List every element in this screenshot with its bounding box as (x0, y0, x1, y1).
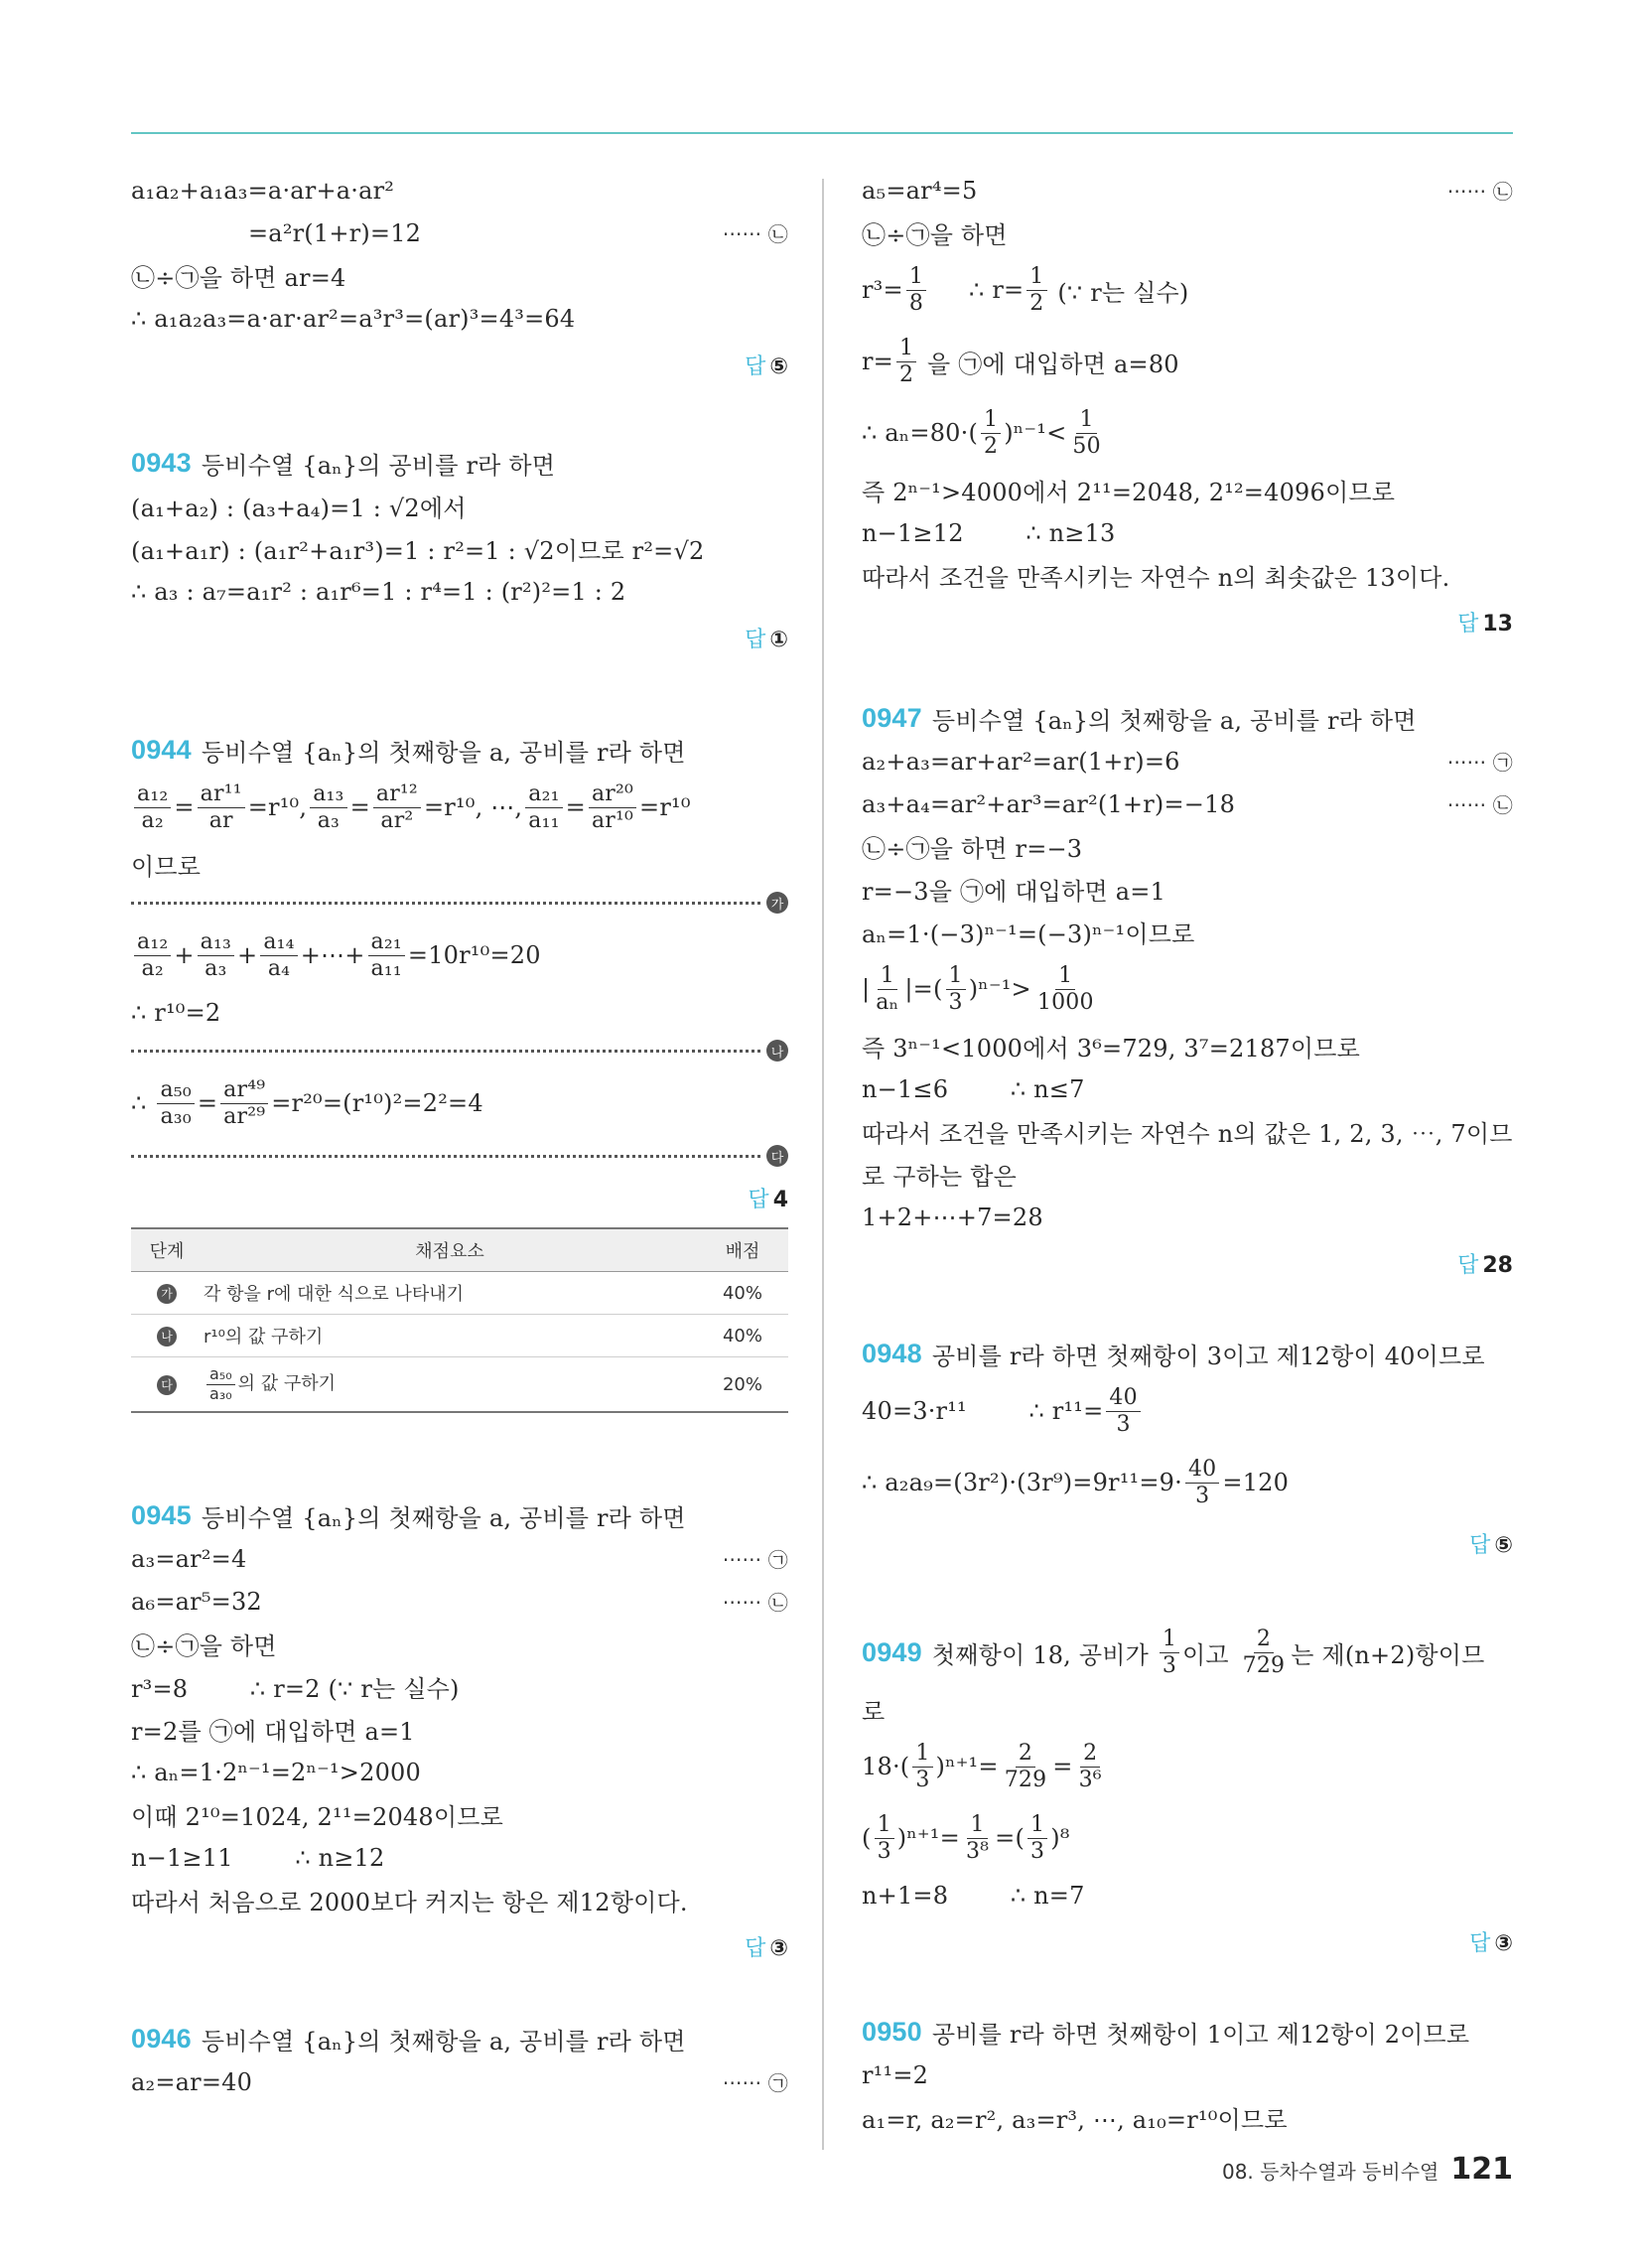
math-line: 따라서 처음으로 2000보다 커지는 항은 제12항이다. (131, 1889, 688, 1916)
math-line: n+1=8 ∴ n=7 (862, 1881, 1085, 1910)
math-line: r³= $\frac{1}{8}$ ∴ r= $\frac{1}{2}$ (∵ r는 실수) (862, 264, 1189, 316)
question-number: 0943 (131, 448, 192, 478)
table-cell: 40% (697, 1315, 788, 1357)
math-line: (a₁+a₁r) : (a₁r²+a₁r³)=1 : r²=1 : √2이므로 r²=√2 (131, 537, 705, 565)
step-marker: 가 (766, 892, 788, 914)
math-line: ∴ a₂a₉=(3r²)·(3r⁹)=9r¹¹=9· $\frac{40}{3}$ =120 (862, 1457, 1290, 1508)
math-line: 로 (862, 1698, 886, 1726)
answer: 답 28 (1457, 1253, 1513, 1278)
solution-0948 (862, 1333, 1513, 1559)
question-header: 0948 공비를 r라 하면 첫째항이 3이고 제12항이 40이므로 (862, 1339, 1485, 1370)
math-line: a₅=ar⁴=5 ······ ㉡ (862, 176, 1513, 205)
math-line: ㉡÷㉠을 하면 r=−3 (862, 835, 1083, 863)
fraction: $\frac{1}{2}$ (896, 336, 916, 387)
question-number: 0950 (862, 2017, 922, 2047)
math-line: 따라서 조건을 만족시키는 자연수 n의 최솟값은 13이다. (862, 564, 1450, 592)
question-number: 0946 (131, 2024, 192, 2054)
step-marker: 다 (157, 1375, 177, 1395)
question-number: 0945 (131, 1500, 192, 1530)
math-line: ∴ r¹⁰=2 (131, 998, 221, 1027)
math-line: 40=3·r¹¹ ∴ r¹¹= $\frac{40}{3}$ (862, 1375, 1513, 1447)
fraction: $\frac{1}{1000}$ (1036, 963, 1094, 1015)
math-line: ∴ a₃ : a₇=a₁r² : a₁r⁶=1 : r⁴=1 : (r²)²=1 : 2 (131, 577, 626, 606)
math-line: $\frac{\text{a₁₂}}{\text{a₂}}$ + $\frac{\text{a₁₃}}{\text{a₃}}$ + $\frac{\text{a₁₄}}{\text{a₄}}$ +⋯+ $\frac{\text{a₂₁}}{\text{a₁₁}}$ =10r¹⁰=20 (131, 920, 788, 991)
table-row (131, 1315, 788, 1357)
page-footer (1222, 2152, 1513, 2187)
fraction: $\frac{\text{a₁₄}}{\text{a₄}}$ (260, 929, 297, 981)
math-line: a₃+a₄=ar²+ar³=ar²(1+r)=−18 ······ ㉡ (862, 789, 1513, 818)
step-separator (131, 1139, 788, 1173)
fraction: $\frac{\text{ar²⁰}}{\text{ar¹⁰}}$ (589, 781, 636, 833)
fraction: $\frac{\text{ar⁴⁹}}{\text{ar²⁹}}$ (220, 1077, 268, 1129)
fraction: $\frac{1}{3}$ (1027, 1812, 1047, 1864)
scoring-table (131, 1227, 788, 1413)
math-line: a₂+a₃=ar+ar²=ar(1+r)=6 ······ ㉠ (862, 747, 1513, 776)
math-line: (a₁+a₂) : (a₃+a₄)=1 : √2에서 (131, 495, 467, 522)
table-header: 채점요소 (203, 1228, 697, 1272)
table-row (131, 1272, 788, 1315)
fraction: $\frac{1}{3}$ (946, 963, 966, 1015)
step-separator (131, 1034, 788, 1067)
math-line: ㉡÷㉠을 하면 (862, 221, 1008, 249)
math-line: a₁=r, a₂=r², a₃=r³, ⋯, a₁₀=r¹⁰이므로 (862, 2106, 1288, 2134)
fraction: $\frac{2}{729}$ (1004, 1741, 1047, 1792)
fraction: $\frac{1}{8}$ (906, 264, 926, 316)
solution-continued-left (131, 169, 788, 380)
answer: 답 ① (745, 628, 788, 652)
right-column (862, 169, 1513, 2139)
fraction: $\frac{1}{3}$ (1160, 1627, 1179, 1678)
math-line: ∴ aₙ=80·( $\frac{1}{2}$ )ⁿ⁻¹< $\frac{1}{50}$ (862, 397, 1513, 469)
math-line: n−1≤6 ∴ n≤7 (862, 1074, 1085, 1103)
fraction: $\frac{1}{2}$ (1026, 264, 1046, 316)
question-header: 0946 등비수열 {aₙ}의 첫째항을 a, 공비를 r라 하면 (131, 2024, 686, 2055)
math-line: ㉡÷㉠을 하면 (131, 1632, 277, 1660)
equation-marker: ······ ㉡ (722, 222, 788, 246)
step-marker: 다 (766, 1145, 788, 1167)
answer: 답 13 (1457, 612, 1513, 637)
table-header-row (131, 1228, 788, 1272)
fraction: $\frac{\text{ar¹¹}}{ar}$ (198, 781, 245, 833)
math-line: ∴ $\frac{\text{a₅₀}}{\text{a₃₀}}$ = $\frac{\text{ar⁴⁹}}{\text{ar²⁹}}$ =r²⁰=(r¹⁰)²=2²=4 (131, 1077, 483, 1129)
question-header: 0950 공비를 r라 하면 첫째항이 1이고 제12항이 2이므로 (862, 2017, 1470, 2049)
math-line: 1+2+⋯+7=28 (862, 1203, 1043, 1231)
column-divider (822, 179, 824, 2150)
fraction: $\frac{1}{3}$ (912, 1741, 932, 1792)
fraction: $\frac{\text{a₅₀}}{\text{a₃₀}}$ (157, 1077, 194, 1129)
fraction: $\frac{2}{729}$ (1242, 1627, 1286, 1678)
math-line: 로 구하는 합은 (862, 1163, 1017, 1191)
fraction: $\frac{1}{50}$ (1072, 407, 1101, 459)
left-column (131, 169, 788, 2103)
math-line: a₆=ar⁵=32 ······ ㉡ (131, 1587, 788, 1616)
table-row (131, 1357, 788, 1413)
math-line: r³=8 ∴ r=2 (∵ r는 실수) (131, 1675, 460, 1703)
question-header: 0949 첫째항이 18, 공비가 $\frac{1}{3}$ 이고 $\frac{2}{729}$ 는 제(n+2)항이므 (862, 1627, 1485, 1678)
equation-marker: ······ ㉠ (722, 1548, 788, 1572)
question-number: 0948 (862, 1339, 922, 1368)
math-line: a₂=ar=40 ······ ㉠ (131, 2067, 788, 2096)
fraction: $\frac{1}{\text{aₙ}}$ (876, 963, 899, 1015)
fraction: $\frac{\text{a₁₃}}{\text{a₃}}$ (198, 929, 234, 981)
math-line: ㉡÷㉠을 하면 ar=4 (131, 264, 346, 292)
equation-marker: ······ ㉠ (1446, 751, 1513, 775)
math-line: 따라서 조건을 만족시키는 자연수 n의 값은 1, 2, 3, ⋯, 7이므 (862, 1120, 1513, 1148)
fraction: $\frac{\text{a₁₃}}{\text{a₃}}$ (310, 781, 346, 833)
fraction: $\frac{\text{a₁₂}}{\text{a₂}}$ (134, 929, 171, 981)
math-line: a₁a₂+a₁a₃=a·ar+a·ar² (131, 176, 395, 205)
answer: 답 ⑤ (745, 354, 788, 379)
solution-0946 (131, 2018, 788, 2103)
math-line: r=2를 ㉠에 대입하면 a=1 (131, 1718, 415, 1746)
solution-0944 (131, 729, 788, 1413)
solution-0949 (862, 1617, 1513, 1957)
math-line: 18·( $\frac{1}{3}$ )ⁿ⁺¹= $\frac{2}{729}$ = $\frac{2}{\text{3⁶}}$ (862, 1731, 1513, 1802)
question-header: 0947 등비수열 {aₙ}의 첫째항을 a, 공비를 r라 하면 (862, 703, 1417, 735)
answer: 답 ⑤ (1469, 1533, 1513, 1558)
step-separator (131, 886, 788, 920)
step-marker: 가 (157, 1284, 177, 1304)
equation-marker: ······ ㉡ (722, 1591, 788, 1615)
solution-0943 (131, 442, 788, 653)
top-rule (131, 132, 1513, 134)
equation-marker: ······ ㉡ (1446, 180, 1513, 204)
math-line: ( $\frac{1}{3}$ )ⁿ⁺¹= $\frac{1}{\text{3⁸}}$ =( $\frac{1}{3}$ )⁸ (862, 1812, 1070, 1864)
math-line: 즉 3ⁿ⁻¹<1000에서 3⁶=729, 3⁷=2187이므로 (862, 1035, 1361, 1063)
math-line: =a²r(1+r)=12 ······ ㉡ (248, 218, 788, 247)
question-header: 0945 등비수열 {aₙ}의 첫째항을 a, 공비를 r라 하면 (131, 1500, 686, 1532)
math-line: a₃=ar²=4 ······ ㉠ (131, 1544, 788, 1573)
fraction: $\frac{\text{a₁₂}}{\text{a₂}}$ (134, 781, 171, 833)
page-number: 121 (1450, 2152, 1513, 2187)
fraction: $\frac{40}{3}$ (1106, 1385, 1140, 1437)
chapter-title: 08. 등차수열과 등비수열 (1221, 2160, 1439, 2184)
table-header: 배점 (697, 1228, 788, 1272)
question-header: 0944 등비수열 {aₙ}의 첫째항을 a, 공비를 r라 하면 (131, 735, 686, 767)
math-line: r=−3을 ㉠에 대입하면 a=1 (862, 878, 1166, 906)
math-line: r¹¹=2 (862, 2060, 929, 2089)
fraction: $\frac{\text{a₂₁}}{\text{a₁₁}}$ (368, 929, 405, 981)
math-line: | $\frac{1}{\text{aₙ}}$ |=( $\frac{1}{3}$ )ⁿ⁻¹> $\frac{1}{1000}$ (862, 953, 1513, 1025)
question-number: 0947 (862, 703, 922, 733)
step-marker: 나 (766, 1040, 788, 1062)
table-cell: 20% (697, 1357, 788, 1413)
step-marker: 나 (157, 1327, 177, 1347)
answer: 답 4 (748, 1188, 788, 1212)
solution-0945 (131, 1494, 788, 1962)
table-header: 단계 (131, 1228, 203, 1272)
fraction: $\frac{2}{\text{3⁶}}$ (1078, 1741, 1102, 1792)
fraction: $\frac{40}{3}$ (1185, 1457, 1219, 1508)
math-line: ∴ aₙ=1·2ⁿ⁻¹=2ⁿ⁻¹>2000 (131, 1758, 421, 1786)
math-line: 즉 2ⁿ⁻¹>4000에서 2¹¹=2048, 2¹²=4096이므로 (862, 479, 1396, 506)
fraction: $\frac{1}{3}$ (875, 1812, 894, 1864)
solution-continued-right (862, 169, 1513, 638)
fraction: $\frac{1}{\text{3⁸}}$ (965, 1812, 990, 1864)
equation-marker: ······ ㉠ (722, 2071, 788, 2095)
equation-marker: ······ ㉡ (1446, 793, 1513, 817)
math-line: aₙ=1·(−3)ⁿ⁻¹=(−3)ⁿ⁻¹이므로 (862, 921, 1195, 948)
fraction: $\frac{1}{2}$ (981, 407, 1001, 459)
question-number: 0949 (862, 1636, 922, 1667)
table-cell: $\frac{\text{a₅₀}}{\text{a₃₀}}$ 의 값 구하기 (203, 1357, 697, 1413)
math-line: $\frac{\text{a₁₂}}{\text{a₂}}$ = $\frac{\text{ar¹¹}}{ar}$ =r¹⁰, $\frac{\text{a₁₃}}{\text{a₃}}$ = $\frac{\text{ar¹²}}{\text{ar²}}$ =r¹⁰, ⋯, $\frac{\text{a₂₁}}{\text{a₁₁}}$ = $\frac{\text{ar²⁰}}{\text{ar¹⁰}}$ =r¹⁰ (131, 772, 788, 843)
fraction: $\frac{\text{a₂₁}}{\text{a₁₁}}$ (525, 781, 562, 833)
answer: 답 ③ (1469, 1931, 1513, 1956)
question-header: 0943 등비수열 {aₙ}의 공비를 r라 하면 (131, 448, 556, 480)
math-line: n−1≥12 ∴ n≥13 (862, 518, 1116, 547)
table-cell: 각 항을 r에 대한 식으로 나타내기 (203, 1272, 697, 1315)
answer: 답 ③ (745, 1936, 788, 1961)
math-line: 이때 2¹⁰=1024, 2¹¹=2048이므로 (131, 1803, 504, 1831)
math-line: r= $\frac{1}{2}$ 을 ㉠에 대입하면 a=80 (862, 336, 1179, 387)
fraction: $\frac{\text{ar¹²}}{\text{ar²}}$ (373, 781, 421, 833)
math-line: ∴ a₁a₂a₃=a·ar·ar²=a³r³=(ar)³=4³=64 (131, 304, 576, 333)
solution-0950 (862, 2011, 1513, 2139)
math-line: n−1≥11 ∴ n≥12 (131, 1843, 385, 1872)
question-number: 0944 (131, 735, 192, 765)
table-cell: 40% (697, 1272, 788, 1315)
math-line: 이므로 (131, 853, 202, 881)
table-cell: r¹⁰의 값 구하기 (203, 1315, 697, 1357)
solution-0947 (862, 697, 1513, 1279)
